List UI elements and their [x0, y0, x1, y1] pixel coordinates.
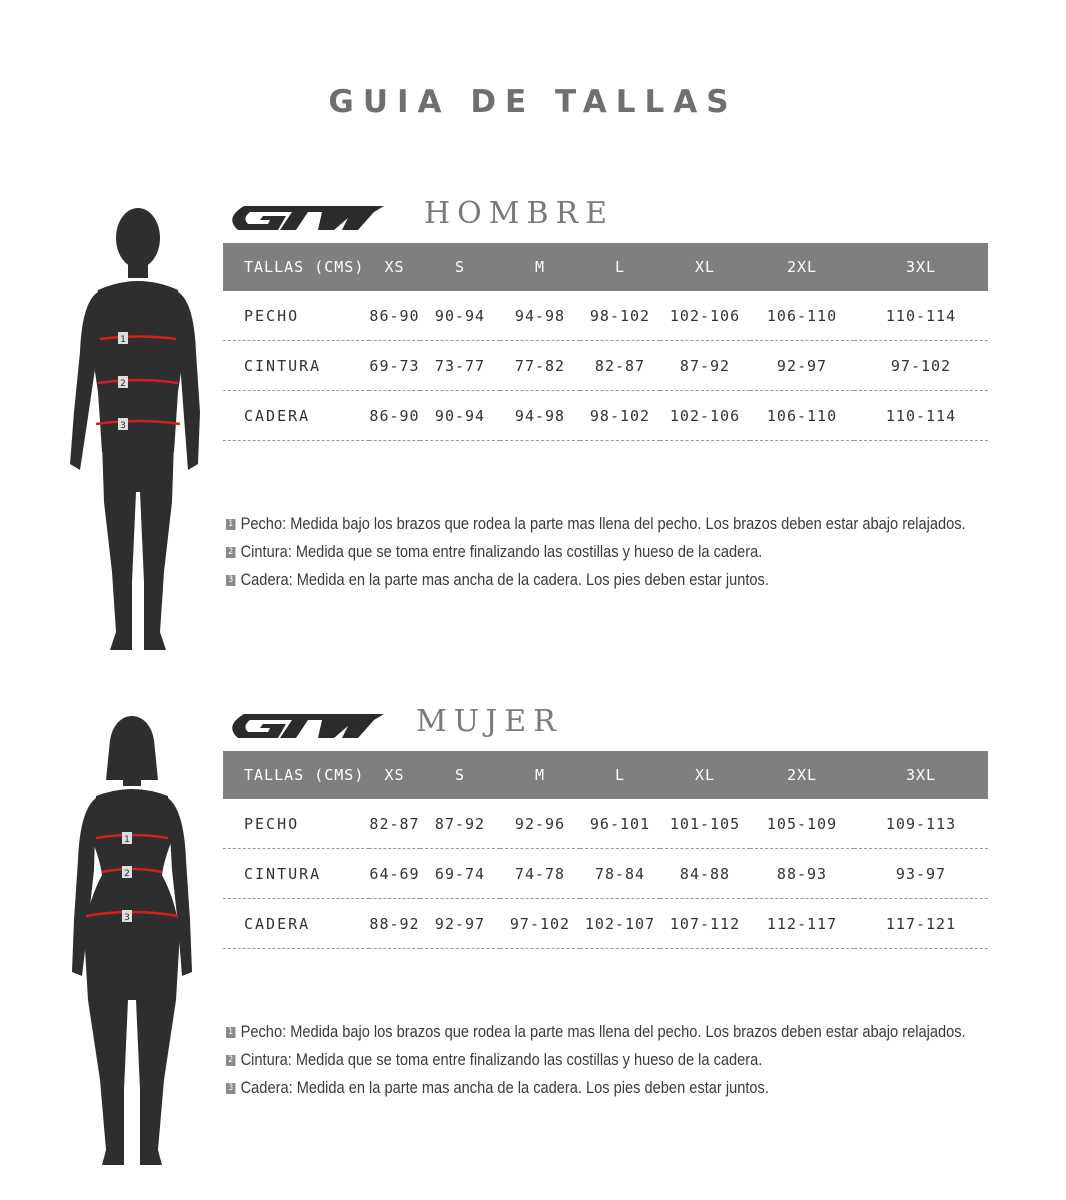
men-heading: HOMBRE	[424, 196, 615, 231]
note-number-icon: 1	[226, 519, 235, 530]
chest-marker: 1	[120, 335, 126, 345]
column-header-xs: XS	[369, 751, 420, 799]
men-measurement-notes	[226, 510, 966, 594]
table-cell: 102-107	[580, 899, 660, 949]
note-chest	[226, 1018, 966, 1046]
table-cell: 78-84	[580, 849, 660, 899]
column-header-s: S	[420, 751, 500, 799]
table-cell: 101-105	[660, 799, 750, 849]
table-cell: 110-114	[854, 291, 988, 341]
note-text: Cintura: Medida que se toma entre finalizando las costillas y hueso de la cadera.	[240, 542, 763, 561]
table-cell: 107-112	[660, 899, 750, 949]
table-cell: 92-97	[750, 341, 854, 391]
column-header-m: M	[500, 243, 580, 291]
table-cell: 94-98	[500, 391, 580, 441]
table-cell: 86-90	[369, 391, 420, 441]
table-cell: 88-93	[750, 849, 854, 899]
table-cell: 74-78	[500, 849, 580, 899]
row-label-waist: CINTURA	[223, 341, 369, 391]
row-label-chest: PECHO	[223, 799, 369, 849]
women-size-table	[223, 751, 988, 949]
table-row	[223, 341, 988, 391]
row-label-waist: CINTURA	[223, 849, 369, 899]
column-header-2xl: 2XL	[750, 243, 854, 291]
waist-marker: 2	[120, 379, 126, 389]
note-number-icon: 1	[226, 1027, 235, 1038]
table-row	[223, 849, 988, 899]
table-row	[223, 799, 988, 849]
column-header-m: M	[500, 751, 580, 799]
table-cell: 93-97	[854, 849, 988, 899]
table-cell: 69-74	[420, 849, 500, 899]
table-cell: 94-98	[500, 291, 580, 341]
column-header-3xl: 3XL	[854, 243, 988, 291]
column-header-xs: XS	[369, 243, 420, 291]
table-header-row	[223, 751, 988, 799]
note-text: Cintura: Medida que se toma entre finalizando las costillas y hueso de la cadera.	[240, 1050, 763, 1069]
table-cell: 98-102	[580, 391, 660, 441]
note-waist	[226, 538, 966, 566]
note-waist	[226, 1046, 966, 1074]
women-size-section	[0, 698, 1066, 1198]
column-header-size-label: TALLAS (CMS)	[223, 243, 369, 291]
table-cell: 84-88	[660, 849, 750, 899]
row-label-hip: CADERA	[223, 391, 369, 441]
table-cell: 87-92	[660, 341, 750, 391]
table-row	[223, 899, 988, 949]
table-cell: 102-106	[660, 291, 750, 341]
table-cell: 87-92	[420, 799, 500, 849]
table-cell: 88-92	[369, 899, 420, 949]
table-cell: 92-97	[420, 899, 500, 949]
table-row	[223, 391, 988, 441]
women-heading: MUJER	[416, 704, 563, 739]
row-label-hip: CADERA	[223, 899, 369, 949]
table-cell: 86-90	[369, 291, 420, 341]
note-text: Cadera: Medida en la parte mas ancha de la cadera. Los pies deben estar juntos.	[240, 1078, 769, 1097]
waist-marker: 2	[124, 869, 130, 879]
column-header-xl: XL	[660, 243, 750, 291]
note-text: Cadera: Medida en la parte mas ancha de la cadera. Los pies deben estar juntos.	[240, 570, 769, 589]
hip-marker: 3	[124, 913, 130, 923]
table-cell: 109-113	[854, 799, 988, 849]
table-cell: 82-87	[369, 799, 420, 849]
note-hip	[226, 1074, 966, 1102]
row-label-chest: PECHO	[223, 291, 369, 341]
table-header-row	[223, 243, 988, 291]
note-number-icon: 2	[226, 547, 235, 558]
note-text: Pecho: Medida bajo los brazos que rodea la parte mas llena del pecho. Los brazos deben estar abajo relajados.	[240, 1022, 966, 1041]
table-cell: 105-109	[750, 799, 854, 849]
male-silhouette-figure	[60, 202, 200, 662]
table-cell: 90-94	[420, 391, 500, 441]
women-measurement-notes	[226, 1018, 966, 1102]
table-cell: 82-87	[580, 341, 660, 391]
table-cell: 106-110	[750, 391, 854, 441]
brand-logo	[222, 712, 388, 740]
table-cell: 98-102	[580, 291, 660, 341]
hip-marker: 3	[120, 421, 126, 431]
note-text: Pecho: Medida bajo los brazos que rodea la parte mas llena del pecho. Los brazos deben estar abajo relajados.	[240, 514, 966, 533]
column-header-l: L	[580, 243, 660, 291]
column-header-xl: XL	[660, 751, 750, 799]
column-header-2xl: 2XL	[750, 751, 854, 799]
column-header-s: S	[420, 243, 500, 291]
table-cell: 92-96	[500, 799, 580, 849]
table-cell: 96-101	[580, 799, 660, 849]
note-hip	[226, 566, 966, 594]
table-cell: 73-77	[420, 341, 500, 391]
note-number-icon: 3	[226, 1083, 235, 1094]
table-cell: 112-117	[750, 899, 854, 949]
table-cell: 106-110	[750, 291, 854, 341]
column-header-size-label: TALLAS (CMS)	[223, 751, 369, 799]
table-cell: 110-114	[854, 391, 988, 441]
chest-marker: 1	[124, 835, 130, 845]
table-cell: 77-82	[500, 341, 580, 391]
table-cell: 64-69	[369, 849, 420, 899]
female-silhouette-figure	[60, 710, 200, 1170]
page-title: GUIA DE TALLAS	[328, 84, 738, 120]
men-size-table	[223, 243, 988, 441]
table-row	[223, 291, 988, 341]
table-cell: 90-94	[420, 291, 500, 341]
table-cell: 97-102	[500, 899, 580, 949]
table-cell: 69-73	[369, 341, 420, 391]
column-header-l: L	[580, 751, 660, 799]
brand-logo	[222, 204, 388, 232]
note-chest	[226, 510, 966, 538]
table-cell: 102-106	[660, 391, 750, 441]
table-cell: 97-102	[854, 341, 988, 391]
note-number-icon: 3	[226, 575, 235, 586]
column-header-3xl: 3XL	[854, 751, 988, 799]
note-number-icon: 2	[226, 1055, 235, 1066]
table-cell: 117-121	[854, 899, 988, 949]
men-size-section	[0, 190, 1066, 690]
